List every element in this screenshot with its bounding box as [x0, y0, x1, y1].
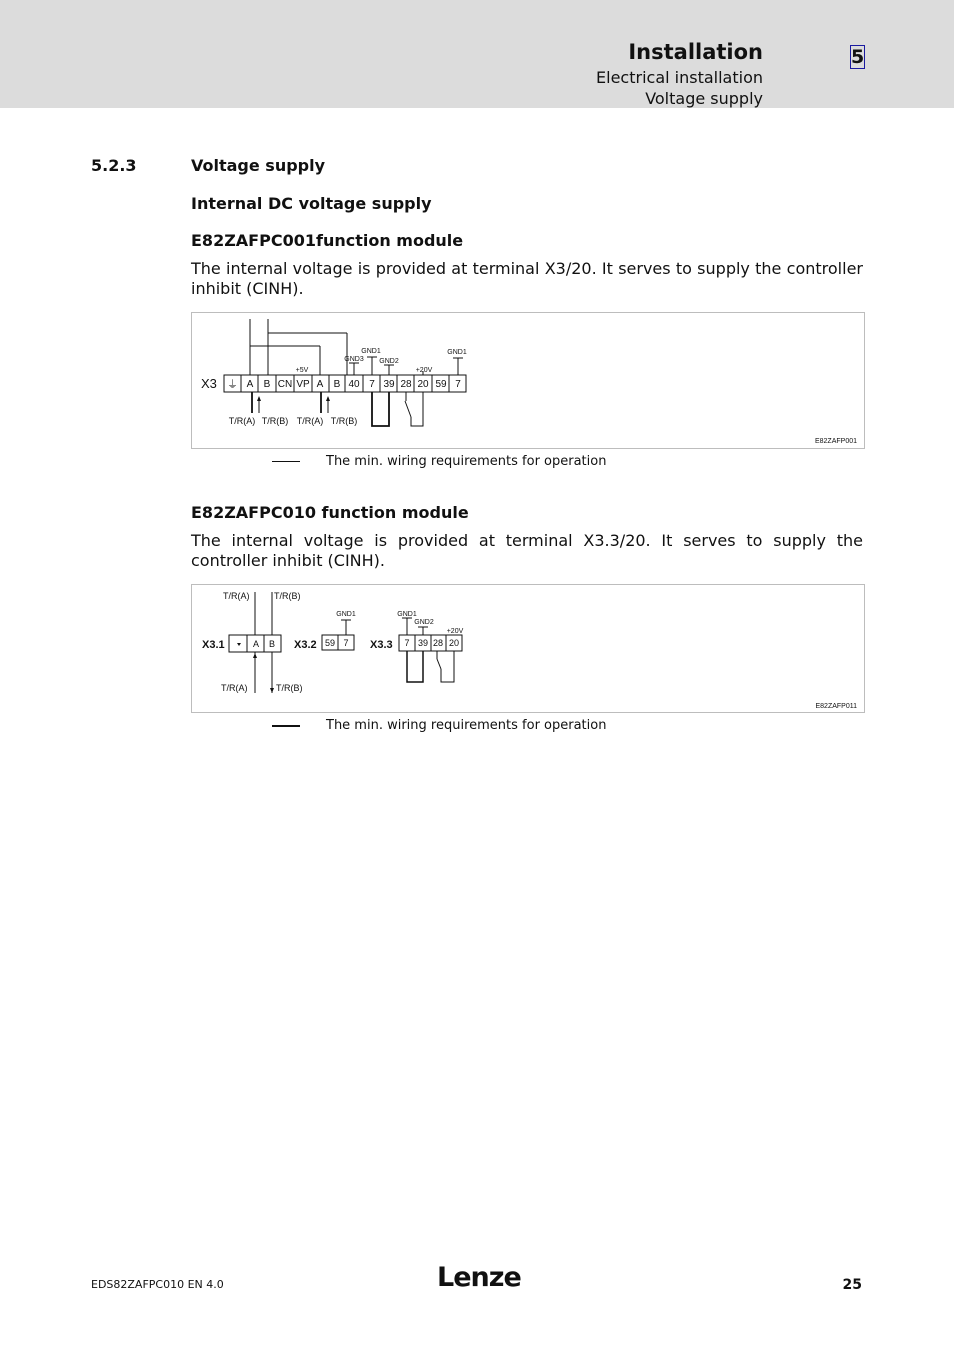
bottom-label: T/R(B): [276, 683, 303, 693]
top-label: +20V: [446, 628, 464, 635]
top-label: +5V: [295, 367, 309, 374]
figure-module2: [191, 584, 865, 713]
page-number: 25: [842, 1277, 862, 1293]
x33-terminal: 39: [417, 638, 429, 648]
chapter-number[interactable]: 5: [851, 46, 865, 68]
top-label: GND1: [361, 348, 381, 355]
header-band: [0, 0, 954, 108]
footer-doc-id: EDS82ZAFPC010 EN 4.0: [91, 1278, 224, 1291]
x3-terminal: B: [333, 379, 341, 390]
x3-terminal: 7: [369, 379, 375, 390]
x3-terminal: 59: [435, 379, 447, 390]
top-label: +20V: [415, 367, 433, 374]
figure-module1: [191, 312, 865, 449]
top-label: GND2: [379, 358, 399, 365]
section-subtitle: Internal DC voltage supply: [191, 194, 432, 213]
module1-text: The internal voltage is provided at terminal X3/20. It serves to supply the controller inhibit (CINH).: [191, 259, 863, 298]
module2-heading: E82ZAFPC010 function module: [191, 503, 469, 522]
x3-terminal: B: [263, 379, 271, 390]
x3-terminal: A: [316, 379, 324, 390]
top-label: GND2: [414, 619, 434, 626]
header-title: Installation: [628, 40, 763, 64]
header-subtitle-2: Voltage supply: [645, 89, 763, 108]
x33-label: X3.3: [370, 639, 393, 651]
ground-symbol: ⏚: [227, 379, 238, 391]
wiring-diagram-x3: [192, 313, 864, 448]
bottom-label: T/R(B): [261, 416, 289, 426]
top-label: GND1: [336, 611, 356, 618]
header-subtitle-1: Electrical installation: [596, 68, 763, 87]
x3-terminal: 40: [348, 379, 360, 390]
x32-label: X3.2: [294, 639, 317, 651]
x3-terminal: 28: [400, 379, 412, 390]
top-label: GND1: [447, 349, 467, 356]
x32-terminal: 59: [324, 638, 336, 648]
bottom-label: T/R(A): [221, 683, 248, 693]
x33-terminal: 7: [404, 638, 410, 648]
x31-label: X3.1: [202, 639, 225, 651]
x3-terminal: 39: [383, 379, 395, 390]
legend-line: [272, 461, 300, 462]
module2-legend: The min. wiring requirements for operation: [326, 718, 607, 733]
x3-terminal: A: [246, 379, 254, 390]
top-label: GND3: [344, 356, 364, 363]
x3-terminal: 7: [455, 379, 461, 390]
x31-terminal: A: [252, 639, 260, 649]
x33-terminal: 20: [448, 638, 460, 648]
x31-terminal: B: [268, 639, 276, 649]
section-number: 5.2.3: [91, 156, 137, 175]
x3-terminal: 20: [417, 379, 429, 390]
figure-id: E82ZAFP011: [815, 703, 857, 710]
module2-text: The internal voltage is provided at terminal X3.3/20. It serves to supply the controller inhibit (CINH).: [191, 531, 863, 570]
bottom-label: T/R(A): [296, 416, 324, 426]
bottom-label: T/R(A): [228, 416, 256, 426]
figure-id: E82ZAFP001: [814, 438, 857, 445]
x3-terminal: CN: [277, 379, 293, 390]
top-label: T/R(B): [274, 591, 301, 601]
x32-terminal: 7: [343, 638, 349, 648]
module1-legend: The min. wiring requirements for operation: [326, 454, 607, 469]
module1-heading: E82ZAFPC001function module: [191, 231, 464, 250]
x3-label: X3: [201, 376, 217, 391]
legend-line: [272, 725, 300, 727]
section-title: Voltage supply: [191, 156, 326, 175]
top-label: T/R(A): [223, 591, 250, 601]
wiring-diagram-x3x: [192, 585, 864, 712]
x33-terminal: 28: [432, 638, 444, 648]
top-label: GND1: [397, 611, 417, 618]
bottom-label: T/R(B): [330, 416, 358, 426]
x3-terminal: VP: [296, 379, 310, 390]
lenze-logo: Lenze: [437, 1262, 521, 1293]
